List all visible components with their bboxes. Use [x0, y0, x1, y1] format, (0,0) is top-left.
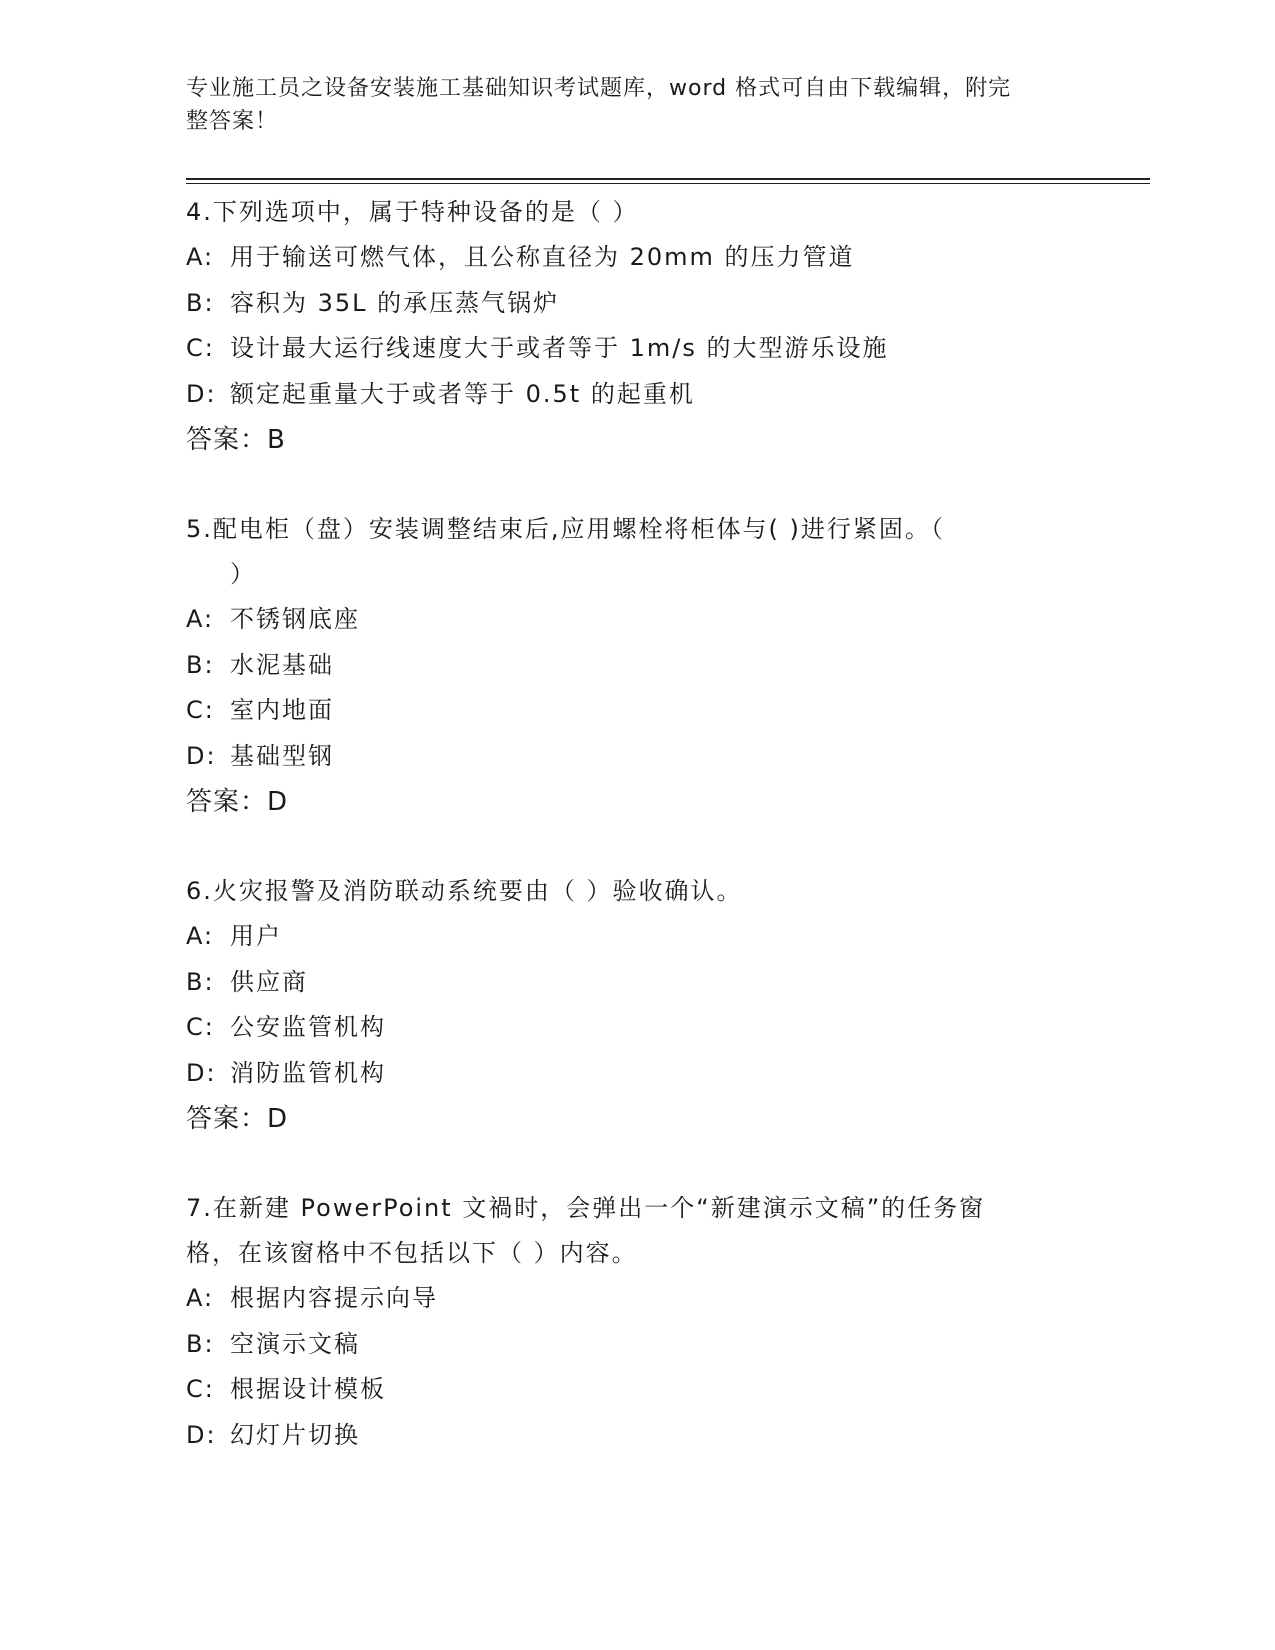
header-divider-thin [186, 183, 1150, 184]
option-text: 不锈钢底座 [230, 605, 360, 633]
option-c [186, 326, 1106, 372]
question-stem-line-2: 格，在该窗格中不包括以下（ ）内容。 [186, 1239, 638, 1267]
option-text: 基础型钢 [230, 741, 334, 770]
option-letter: C: [186, 1013, 215, 1041]
header-line-1: 专业施工员之设备安装施工基础知识考试题库，word 格式可自由下载编辑，附完 [186, 76, 1012, 101]
option-a [186, 914, 1106, 960]
option-letter: A: [186, 243, 215, 271]
option-d [186, 1051, 1106, 1097]
option-text: 水泥基础 [230, 650, 334, 679]
option-text: 容积为 35L 的承压蒸气锅炉 [230, 288, 560, 317]
option-b [186, 1322, 1106, 1368]
option-d [186, 372, 1106, 418]
option-text: 根据内容提示向导 [230, 1284, 438, 1312]
question-stem-line-1: 7.在新建 PowerPoint 文禍时，会弹出一个“新建演示文稿”的任务窗 [186, 1194, 986, 1222]
question-5 [186, 507, 1106, 825]
option-b [186, 643, 1106, 689]
option-letter: D: [186, 379, 217, 408]
option-text: 用于输送可燃气体，且公称直径为 20mm 的压力管道 [230, 243, 855, 271]
option-text: 根据设计模板 [230, 1375, 386, 1403]
question-stem-line-1: 5.配电柜（盘）安装调整结束后,应用螺栓将柜体与( )进行紧固。（ [186, 515, 945, 543]
option-letter: A: [186, 1284, 215, 1312]
question-list [186, 190, 1106, 1502]
question-stem [186, 507, 1106, 597]
option-letter: C: [186, 334, 215, 362]
option-letter: B: [186, 1329, 215, 1358]
option-text: 空演示文稿 [230, 1329, 360, 1358]
option-letter: D: [186, 1420, 217, 1449]
question-4 [186, 190, 1106, 463]
option-letter: D: [186, 1058, 217, 1087]
option-letter: B: [186, 288, 215, 317]
option-text: 公安监管机构 [230, 1013, 386, 1041]
option-d [186, 734, 1106, 780]
option-text: 供应商 [230, 967, 308, 996]
question-7 [186, 1186, 1106, 1458]
answer-line: 答案：D [186, 1104, 289, 1134]
option-text: 室内地面 [230, 696, 334, 724]
option-d [186, 1413, 1106, 1459]
option-text: 设计最大运行线速度大于或者等于 1m/s 的大型游乐设施 [230, 334, 889, 362]
option-letter: C: [186, 696, 215, 724]
option-a [186, 235, 1106, 281]
question-stem: 4.下列选项中，属于特种设备的是（ ） [186, 198, 639, 226]
option-text: 幻灯片切换 [230, 1420, 360, 1449]
option-letter: A: [186, 605, 215, 633]
option-letter: D: [186, 741, 217, 770]
option-letter: B: [186, 967, 215, 996]
question-6 [186, 869, 1106, 1142]
header-line-2: 整答案！ [186, 109, 279, 134]
option-letter: B: [186, 650, 215, 679]
option-c [186, 1367, 1106, 1413]
option-c [186, 688, 1106, 734]
option-a [186, 597, 1106, 643]
option-text: 额定起重量大于或者等于 0.5t 的起重机 [230, 379, 695, 408]
answer-line: 答案：D [186, 787, 289, 817]
option-c [186, 1005, 1106, 1051]
header-divider-thick [186, 178, 1150, 180]
option-a [186, 1276, 1106, 1322]
question-stem-line-2: ） [230, 560, 256, 588]
option-text: 消防监管机构 [230, 1058, 386, 1087]
question-stem [186, 1186, 1106, 1276]
option-letter: C: [186, 1375, 215, 1403]
answer-line: 答案：B [186, 425, 286, 455]
document-header [186, 72, 1066, 138]
option-b [186, 960, 1106, 1006]
option-letter: A: [186, 922, 215, 950]
option-text: 用户 [230, 922, 282, 950]
option-b [186, 281, 1106, 327]
question-stem: 6.火灾报警及消防联动系统要由（ ）验收确认。 [186, 877, 743, 905]
